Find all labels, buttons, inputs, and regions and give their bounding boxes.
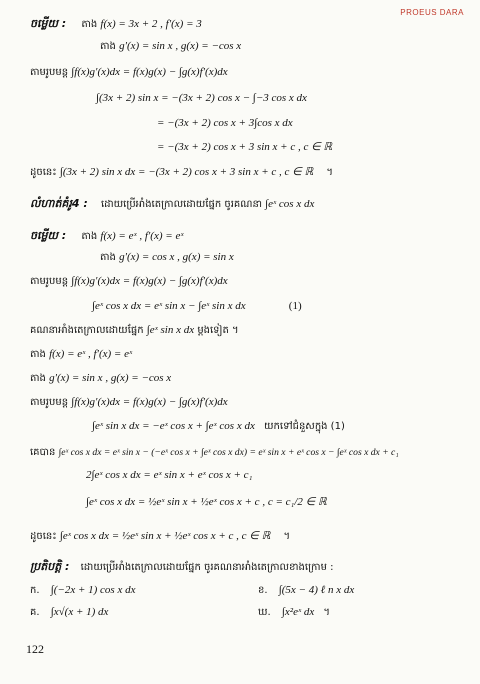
substitute-text: យកទៅជំនួសក្នុង (1)	[264, 421, 345, 432]
brand-header: PROEUS DARA	[400, 8, 464, 17]
formula-word: តាមរូបមន្ត	[30, 397, 69, 408]
step-3: = −(3x + 2) cos x + 3 sin x + c , c ∈ ℝ	[157, 141, 333, 153]
set-math: f(x) = 3x + 2 , f′(x) = 3	[100, 18, 202, 30]
equation-4: ∫eˣ cos x dx = ½eˣ sin x + ½eˣ cos x + c , c = c₁/2 ∈ ℝ	[86, 496, 327, 508]
get-word: គេបាន	[30, 447, 56, 458]
set-math: g′(x) = sin x , g(x) = −cos x	[49, 372, 172, 384]
formula-row	[30, 66, 228, 79]
step-1: ∫(3x + 2) sin x = −(3x + 2) cos x − ∫−3 cos x dx	[96, 92, 307, 104]
get-row	[30, 446, 399, 459]
exercise-item	[258, 606, 330, 619]
conclusion-row	[30, 530, 290, 543]
formula-math: ∫f(x)g′(x)dx = f(x)g(x) − ∫g(x)f′(x)dx	[71, 66, 228, 78]
end-mark: ។	[323, 607, 330, 618]
equation-2: ∫eˣ sin x dx = −eˣ cos x + ∫eˣ cos x dx	[92, 420, 255, 432]
example-text: ដោយប្រើអាំងតេក្រាលដោយផ្នែក ចូរគណនា	[100, 199, 262, 210]
set-word: តាង	[100, 252, 116, 263]
example-integral: ∫eˣ cos x dx	[265, 198, 315, 210]
set-word: តាង	[81, 231, 98, 242]
example-label: លំហាត់គំរូ4 :	[30, 197, 88, 210]
formula-math: ∫f(x)g′(x)dx = f(x)g(x) − ∫g(x)f′(x)dx	[71, 275, 228, 287]
conclusion-word: ដូចនេះ	[30, 167, 57, 178]
exercise-label: ប្រតិបត្តិ :	[30, 560, 70, 573]
item-expr: ∫x√(x + 1) dx	[50, 606, 109, 618]
item-letter: ក.	[30, 585, 40, 596]
equation-number: (1)	[288, 300, 302, 312]
set-math: f(x) = eˣ , f′(x) = eˣ	[100, 230, 184, 242]
set-row	[100, 251, 234, 264]
solution1-row	[30, 17, 202, 31]
set-row	[30, 348, 132, 361]
again-text: គណនាអាំងតេក្រាលដោយផ្នែក	[30, 325, 144, 336]
solution2-row	[30, 229, 183, 243]
equation-3: 2∫eˣ cos x dx = eˣ sin x + eˣ cos x + c₁	[86, 469, 253, 481]
conclusion-math: ∫eˣ cos x dx = ½eˣ sin x + ½eˣ cos x + c , c ∈ ℝ	[59, 530, 271, 542]
set-row	[30, 372, 171, 385]
set-word: តាង	[100, 41, 116, 52]
set-math: f(x) = eˣ , f′(x) = eˣ	[49, 348, 133, 360]
exercise-item	[258, 584, 354, 597]
equation-2-row	[92, 420, 345, 433]
again-row	[30, 324, 239, 337]
formula-word: តាមរូបមន្ត	[30, 67, 69, 78]
conclusion-row	[30, 166, 333, 179]
item-expr: ∫(−2x + 1) cos x dx	[50, 584, 136, 596]
formula-row	[30, 275, 228, 288]
formula-row	[30, 396, 228, 409]
end-mark: ។	[326, 167, 333, 178]
formula-math: ∫f(x)g′(x)dx = f(x)g(x) − ∫g(x)f′(x)dx	[71, 396, 228, 408]
set-math: g′(x) = cos x , g(x) = sin x	[119, 251, 234, 263]
exercise-item	[30, 606, 108, 619]
page-number: 122	[26, 642, 44, 656]
item-expr: ∫x²eˣ dx	[281, 606, 315, 618]
exercise-text: ដោយប្រើអាំងតេក្រាលដោយផ្នែក ចូរគណនាអាំងតេក្រាលខាងក្រោម :	[80, 562, 334, 573]
equation-1-row	[92, 300, 302, 313]
equation-1: ∫eˣ cos x dx = eˣ sin x − ∫eˣ sin x dx	[92, 300, 246, 312]
formula-word: តាមរូបមន្ត	[30, 276, 69, 287]
exercise-item	[30, 584, 135, 597]
item-letter: ខ.	[258, 585, 268, 596]
answer-label: ចម្លើយ :	[30, 229, 67, 242]
set-math: g′(x) = sin x , g(x) = −cos x	[119, 40, 242, 52]
conclusion-math: ∫(3x + 2) sin x dx = −(3x + 2) cos x + 3 sin x + c , c ∈ ℝ	[59, 166, 314, 178]
set-word: តាង	[81, 19, 98, 30]
answer-label: ចម្លើយ :	[30, 17, 67, 30]
end-mark: ។	[283, 531, 291, 542]
set-row	[100, 40, 241, 53]
example4-row	[30, 197, 314, 211]
item-expr: ∫(5x − 4) ℓ n x dx	[278, 584, 355, 596]
set-word: តាង	[30, 373, 46, 384]
get-math: ∫eˣ cos x dx = eˣ sin x − (−eˣ cos x + ∫eˣ cos x dx) = eˣ sin x + eˣ cos x − ∫eˣ cos x dx + c₁	[58, 447, 399, 458]
conclusion-word: ដូចនេះ	[30, 531, 57, 542]
exercise-row	[30, 560, 333, 574]
again-text-end: ម្តងទៀត ។	[197, 325, 239, 336]
again-integral: ∫eˣ sin x dx	[146, 324, 195, 336]
item-letter: គ.	[30, 607, 40, 618]
step-2: = −(3x + 2) cos x + 3∫cos x dx	[157, 117, 293, 129]
item-letter: ឃ.	[258, 607, 271, 618]
set-word: តាង	[30, 349, 46, 360]
